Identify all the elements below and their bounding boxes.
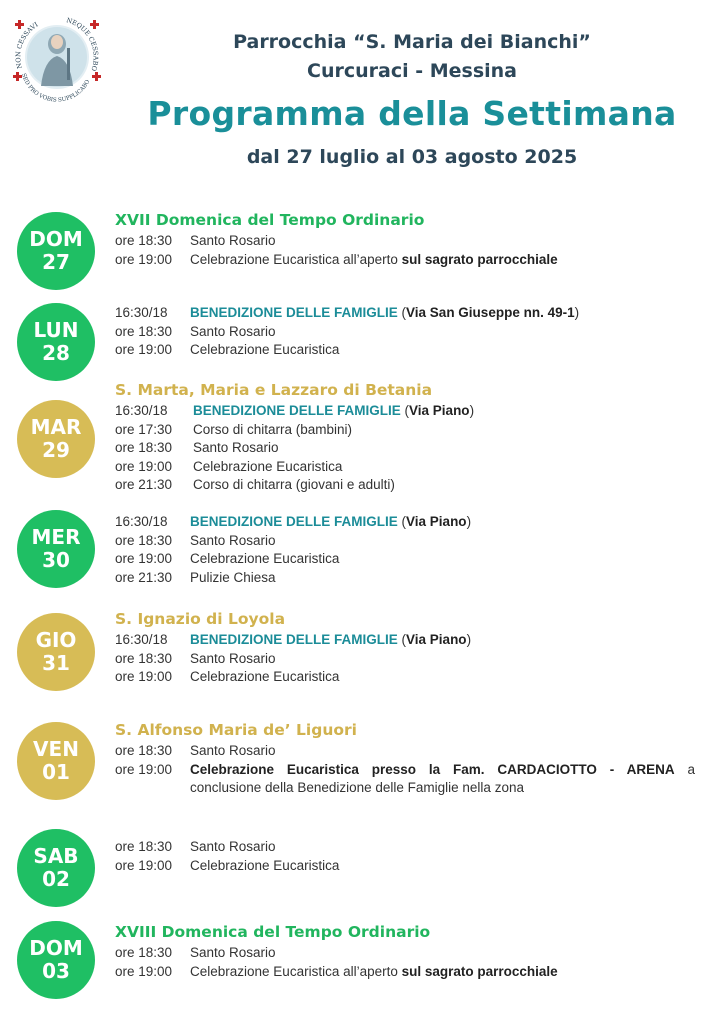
event-row [115, 304, 695, 323]
day-badge [17, 303, 95, 381]
event-time: 16:30/18 [115, 305, 168, 320]
period: dal 27 luglio al 03 agosto 2025 [246, 146, 578, 168]
event-row [115, 550, 695, 569]
event-text: Santo Rosario [190, 945, 276, 960]
event-time: ore 19:00 [115, 761, 173, 777]
day-badge [17, 829, 95, 907]
event-text: Santo Rosario [193, 440, 279, 455]
day-date: 27 [42, 250, 70, 274]
event-bold: sul sagrato parrocchiale [401, 251, 558, 267]
day-title: S. Ignazio di Loyola [115, 610, 286, 628]
event-time: ore 21:30 [115, 477, 173, 492]
event-row [115, 341, 695, 360]
event-time: ore 19:00 [115, 342, 173, 357]
event-time: ore 18:30 [115, 233, 173, 248]
event-text: Santo Rosario [190, 650, 276, 666]
event-time: ore 18:30 [115, 839, 173, 854]
event-row [115, 963, 695, 982]
paren-open: ( [401, 514, 407, 529]
day-name: GIO [35, 628, 77, 652]
day-badge [17, 212, 95, 290]
event-bold: Via Piano [406, 632, 467, 647]
event-time: ore 21:30 [115, 569, 173, 585]
event-row [115, 476, 695, 495]
event-label: BENEDIZIONE DELLE FAMIGLIE [193, 403, 401, 418]
paren-open: ( [401, 305, 407, 320]
event-bold: Via San Giuseppe nn. 49-1 [406, 305, 575, 320]
event-time: ore 18:30 [115, 945, 173, 960]
paren-close: ) [469, 403, 475, 418]
event-text: Santo Rosario [190, 233, 276, 248]
event-bold: Via Piano [409, 403, 470, 418]
event-label: BENEDIZIONE DELLE FAMIGLIE [190, 514, 398, 529]
day-title: S. Marta, Maria e Lazzaro di Betania [115, 381, 433, 399]
event-time: ore 19:00 [115, 458, 173, 474]
event-row [115, 838, 695, 857]
day-date: 03 [42, 959, 70, 983]
event-row [115, 569, 695, 588]
event-time: ore 19:00 [115, 251, 173, 267]
day-date: 02 [42, 867, 70, 891]
day-badge [17, 921, 95, 999]
day-date: 31 [42, 651, 70, 675]
day-badge [17, 722, 95, 800]
day-date: 30 [42, 548, 70, 572]
event-time: 16:30/18 [115, 514, 168, 529]
event-time: 16:30/18 [115, 632, 168, 647]
parish-place: Curcuraci - Messina [307, 60, 517, 82]
event-time: 16:30/18 [115, 403, 168, 418]
day-name: SAB [33, 844, 79, 868]
event-text: Corso di chitarra (giovani e adulti) [193, 477, 395, 492]
event-time: ore 18:30 [115, 743, 173, 758]
event-text: Pulizie Chiesa [190, 569, 276, 585]
day-name: MER [31, 525, 81, 549]
event-text: Santo Rosario [190, 743, 276, 758]
event-row [115, 944, 695, 963]
logo-text-left: NON CESSAVI [14, 20, 40, 70]
event-row [115, 761, 695, 798]
event-row [115, 232, 695, 251]
event-bold: sul sagrato parrocchiale [401, 963, 558, 979]
parish-name: Parrocchia “S. Maria dei Bianchi” [233, 31, 591, 53]
day-title: XVIII Domenica del Tempo Ordinario [115, 923, 431, 941]
day-title: S. Alfonso Maria de’ Liguori [115, 721, 357, 739]
event-bold: Celebrazione Eucaristica presso la Fam. CARDACIOTTO - ARENA [190, 761, 675, 777]
day-badge [17, 400, 95, 478]
event-text: Celebrazione Eucaristica [190, 669, 340, 684]
day-name: VEN [33, 737, 79, 761]
event-text: a conclusione della Benedizione delle Famiglie nella zona [190, 761, 695, 795]
day-date: 01 [42, 760, 70, 784]
event-text: Celebrazione Eucaristica [193, 458, 343, 474]
event-row [115, 323, 695, 342]
event-text: Celebrazione Eucaristica [190, 342, 340, 357]
event-text: Santo Rosario [190, 323, 276, 339]
paren-open: ( [404, 403, 410, 418]
event-row [115, 439, 695, 458]
page-title: Programma della Settimana [147, 94, 677, 133]
event-text: Santo Rosario [190, 839, 276, 854]
paren-close: ) [466, 632, 472, 647]
event-row [115, 532, 695, 551]
event-row [115, 513, 695, 532]
event-time: ore 18:30 [115, 532, 173, 548]
logo-text-right: NEQUE CESSABO [65, 16, 100, 73]
day-name: DOM [29, 227, 83, 251]
event-time: ore 17:30 [115, 421, 173, 437]
event-text: Santo Rosario [190, 532, 276, 548]
paren-close: ) [574, 305, 580, 320]
event-time: ore 19:00 [115, 669, 173, 684]
event-bold: Via Piano [406, 514, 467, 529]
day-title: XVII Domenica del Tempo Ordinario [115, 211, 425, 229]
paren-close: ) [466, 514, 472, 529]
event-text: Corso di chitarra (bambini) [193, 421, 353, 437]
event-label: BENEDIZIONE DELLE FAMIGLIE [190, 305, 398, 320]
event-time: ore 19:00 [115, 551, 173, 566]
event-time: ore 18:30 [115, 323, 173, 339]
event-row [115, 668, 695, 687]
day-date: 28 [42, 341, 70, 365]
event-text: Celebrazione Eucaristica [190, 551, 340, 566]
event-label: BENEDIZIONE DELLE FAMIGLIE [190, 632, 398, 647]
event-row [115, 857, 695, 876]
event-time: ore 18:30 [115, 650, 173, 666]
day-badge [17, 510, 95, 588]
event-row [115, 650, 695, 669]
event-row [115, 742, 695, 761]
parish-logo [8, 8, 106, 106]
event-text: Celebrazione Eucaristica all’aperto [190, 251, 398, 267]
event-row [115, 631, 695, 650]
paren-open: ( [401, 632, 407, 647]
event-row [115, 402, 695, 421]
day-badge [17, 613, 95, 691]
day-date: 29 [42, 438, 70, 462]
event-text: Celebrazione Eucaristica [190, 857, 340, 873]
event-row [115, 421, 695, 440]
logo-text-bottom: SED PRO VOBIS SUPPLICABO [20, 72, 92, 104]
day-name: DOM [29, 936, 83, 960]
event-time: ore 19:00 [115, 857, 173, 873]
event-row [115, 251, 695, 270]
day-name: LUN [33, 318, 79, 342]
event-row [115, 458, 695, 477]
day-name: MAR [30, 415, 82, 439]
event-time: ore 19:00 [115, 963, 173, 979]
event-text: Celebrazione Eucaristica all’aperto [190, 963, 398, 979]
event-time: ore 18:30 [115, 440, 173, 455]
